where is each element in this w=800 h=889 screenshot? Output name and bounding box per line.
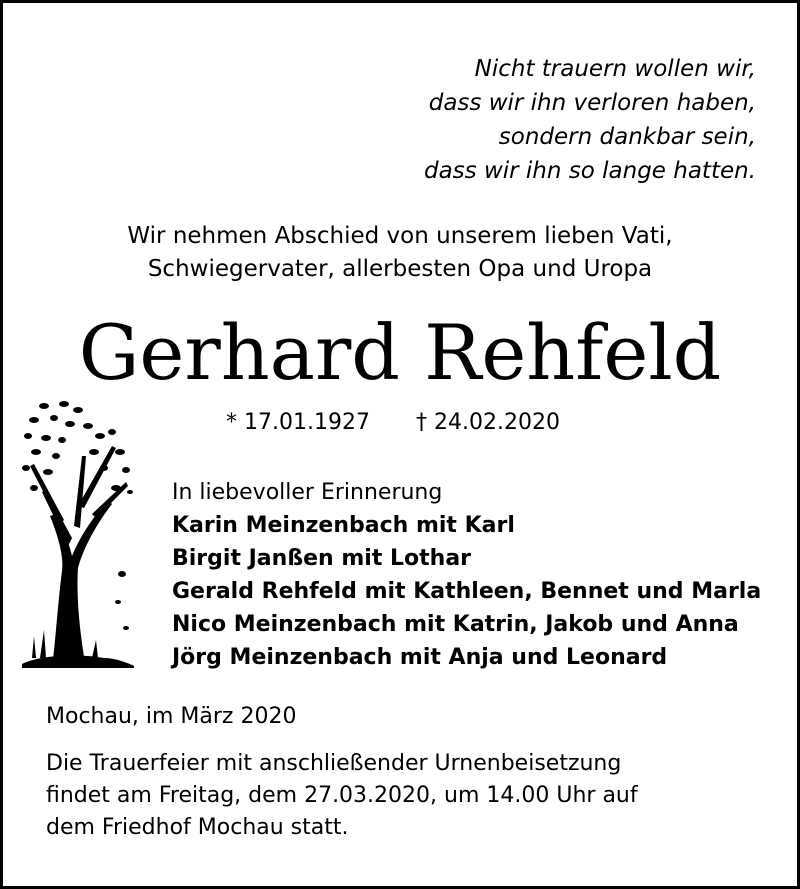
family-member: Birgit Janßen mit Lothar bbox=[172, 546, 472, 571]
birth-date: * 17.01.1927 bbox=[226, 410, 370, 435]
family-lead: In liebevoller Erinnerung bbox=[172, 480, 443, 505]
family-member: Gerald Rehfeld mit Kathleen, Bennet und Marla bbox=[172, 579, 762, 604]
deceased-name: Gerhard Rehfeld bbox=[78, 308, 722, 397]
family-list bbox=[172, 476, 761, 674]
quote bbox=[424, 52, 756, 188]
place-date: Mochau, im März 2020 bbox=[46, 704, 297, 729]
service-line: findet am Freitag, dem 27.03.2020, um 14.00 Uhr auf bbox=[46, 783, 638, 808]
tree-icon bbox=[22, 396, 134, 668]
service-line: dem Friedhof Mochau statt. bbox=[46, 815, 349, 840]
family-member: Karin Meinzenbach mit Karl bbox=[172, 513, 515, 538]
quote-line: dass wir ihn so lange hatten. bbox=[423, 158, 756, 184]
intro-text bbox=[0, 220, 800, 286]
service-info bbox=[46, 748, 746, 844]
service-line: Die Trauerfeier mit anschließender Urnenbeisetzung bbox=[46, 751, 622, 776]
death-date: † 24.02.2020 bbox=[416, 410, 560, 435]
quote-line: Nicht trauern wollen wir, bbox=[474, 56, 756, 82]
quote-line: sondern dankbar sein, bbox=[498, 124, 756, 150]
intro-line: Schwiegervater, allerbesten Opa und Uropa bbox=[147, 256, 653, 282]
family-member: Nico Meinzenbach mit Katrin, Jakob und Anna bbox=[172, 612, 739, 637]
family-member: Jörg Meinzenbach mit Anja und Leonard bbox=[172, 645, 668, 670]
quote-line: dass wir ihn verloren haben, bbox=[428, 90, 756, 116]
intro-line: Wir nehmen Abschied von unserem lieben Vati, bbox=[127, 223, 673, 249]
